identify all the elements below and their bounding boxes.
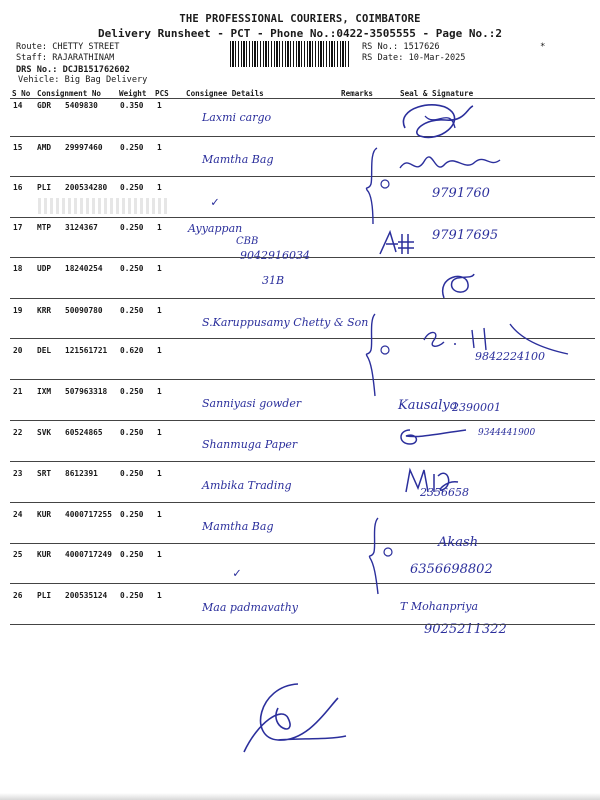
bottom-edge: [0, 793, 600, 800]
col-weight: Weight: [119, 89, 147, 98]
row-phone-handwriting: 6356698802: [410, 562, 493, 577]
row-prefix: UDP: [37, 264, 52, 273]
row-prefix: KUR: [37, 550, 52, 559]
row-consignee-handwriting: S.Karuppusamy Chetty & Son: [202, 316, 369, 329]
row-pcs: 1: [157, 306, 162, 315]
handwriting-mohanpriya-sign: T Mohanpriya: [400, 600, 479, 613]
row-consignee-handwriting: Ambika Trading: [202, 479, 292, 492]
row-phone-handwriting: 9842224100: [475, 350, 545, 363]
drs-number: DRS No.: DCJB151762602: [16, 65, 130, 75]
row-divider: [10, 217, 595, 218]
row-pcs: 1: [157, 550, 162, 559]
row-pcs: 1: [157, 101, 162, 110]
row-consignment-no: 8612391: [65, 469, 98, 478]
row-consignee-handwriting: Mamtha Bag: [202, 153, 274, 166]
row-consignee-handwriting: Laxmi cargo: [202, 111, 272, 124]
handwriting-kausalya-sign: Kausalya: [398, 398, 458, 413]
row-sno: 22: [13, 428, 23, 437]
corner-mark: *: [540, 42, 546, 52]
row-weight: 0.620: [120, 346, 144, 355]
row-consignment-no: 200535124: [65, 591, 108, 600]
handwriting-akash-sign: Akash: [438, 535, 479, 550]
row-weight: 0.250: [120, 183, 144, 192]
row-weight: 0.250: [120, 591, 144, 600]
row-pcs: 1: [157, 223, 162, 232]
row-weight: 0.250: [120, 143, 144, 152]
remarks-bracket-icon: [365, 312, 389, 398]
row-consignment-no: 507963318: [65, 387, 108, 396]
row-consignment-no: 4000717255: [65, 510, 112, 519]
header-rule: [10, 98, 595, 99]
row-consignee-handwriting: Sanniyasi gowder: [202, 397, 302, 410]
row-prefix: SRT: [37, 469, 52, 478]
barcode: [230, 41, 350, 67]
col-remarks: Remarks: [341, 89, 374, 98]
signature-scribble-icon: [238, 678, 348, 758]
row-pcs: 1: [157, 143, 162, 152]
row-consignee-handwriting: Mamtha Bag: [202, 520, 274, 533]
row-divider: [10, 543, 595, 544]
remarks-bracket-icon: [368, 516, 392, 596]
handwriting-ayyappan: Ayyappan: [188, 222, 243, 235]
row-sno: 17: [13, 223, 23, 232]
rs-number: RS No.: 1517626: [362, 42, 440, 52]
row-divider: [10, 176, 595, 177]
row-weight: 0.250: [120, 469, 144, 478]
row-sno: 24: [13, 510, 23, 519]
row-pcs: 1: [157, 346, 162, 355]
checkmark-icon: ✓: [211, 195, 219, 210]
signature-scribble-icon: [396, 424, 476, 450]
row-phone-handwriting: 2356658: [420, 486, 469, 499]
row-sno: 25: [13, 550, 23, 559]
header-title: THE PROFESSIONAL COURIERS, COIMBATORE: [179, 13, 421, 25]
vehicle-label: Vehicle: Big Bag Delivery: [18, 75, 148, 85]
row-phone-handwriting: 2390001: [452, 401, 501, 414]
col-consignment: Consignment No: [37, 89, 102, 98]
row-prefix: GDR: [37, 101, 52, 110]
row-divider: [10, 502, 595, 503]
row-consignment-no: 29997460: [65, 143, 103, 152]
col-consignee: Consignee Details: [186, 89, 264, 98]
row-divider: [10, 379, 595, 380]
signature-scribble-icon: [395, 148, 505, 182]
row-consignee-handwriting: Maa padmavathy: [202, 601, 298, 614]
row-pcs: 1: [157, 469, 162, 478]
row-prefix: DEL: [37, 346, 52, 355]
row-pcs: 1: [157, 510, 162, 519]
signature-scribble-icon: [436, 270, 476, 302]
row-weight: 0.350: [120, 101, 144, 110]
row-consignment-no: 50090780: [65, 306, 103, 315]
checkmark-icon: ✓: [233, 566, 241, 581]
row-divider: [10, 461, 595, 462]
signature-scribble-icon: [395, 98, 475, 148]
row-consignment-no: 5409830: [65, 101, 98, 110]
route-label: Route: CHETTY STREET: [16, 42, 120, 52]
signature-scribble-icon: [420, 318, 570, 358]
row-divider: [10, 624, 595, 625]
row-consignment-no: 18240254: [65, 264, 103, 273]
row-consignment-no: 121561721: [65, 346, 108, 355]
row-sno: 20: [13, 346, 23, 355]
row-prefix: SVK: [37, 428, 52, 437]
row-prefix: PLI: [37, 591, 52, 600]
row-sno: 19: [13, 306, 23, 315]
row-pcs: 1: [157, 387, 162, 396]
row-sno: 15: [13, 143, 23, 152]
row-divider: [10, 420, 595, 421]
col-pcs: PCS: [155, 89, 169, 98]
row-weight: 0.250: [120, 264, 144, 273]
row-consignment-no: 3124367: [65, 223, 98, 232]
row-prefix: AMD: [37, 143, 52, 152]
header-subtitle: Delivery Runsheet - PCT - Phone No.:0422-3505555 - Page No.:2: [98, 27, 502, 40]
row-phone-handwriting: 9025211322: [424, 622, 507, 637]
col-seal: Seal & Signature: [400, 89, 474, 98]
signature-scribble-icon: [378, 228, 428, 258]
row-weight: 0.250: [120, 550, 144, 559]
row-weight: 0.250: [120, 428, 144, 437]
row-divider: [10, 136, 595, 137]
row-prefix: KRR: [37, 306, 52, 315]
row-consignment-no: 4000717249: [65, 550, 112, 559]
remarks-bracket-icon: [365, 146, 389, 226]
row-sno: 21: [13, 387, 23, 396]
row-prefix: MTP: [37, 223, 52, 232]
row-prefix: KUR: [37, 510, 52, 519]
row-pcs: 1: [157, 183, 162, 192]
handwriting-ayyappan-phone: 9042916034: [240, 249, 310, 262]
row-divider: [10, 298, 595, 299]
row-sno: 16: [13, 183, 23, 192]
row-weight: 0.250: [120, 306, 144, 315]
staff-label: Staff: RAJARATHINAM: [16, 53, 115, 63]
row-divider: [10, 583, 595, 584]
row-consignment-no: 60524865: [65, 428, 103, 437]
row-pcs: 1: [157, 428, 162, 437]
row-phone-handwriting: 97917695: [432, 228, 499, 243]
row-sno: 14: [13, 101, 23, 110]
col-sno: S No: [12, 89, 31, 98]
row-prefix: PLI: [37, 183, 52, 192]
row-pcs: 1: [157, 591, 162, 600]
row-pcs: 1: [157, 264, 162, 273]
row-consignee-handwriting: Shanmuga Paper: [202, 438, 298, 451]
signature-scribble-icon: [402, 466, 462, 496]
handwriting-cbb: CBB: [236, 236, 259, 247]
row-consignment-no: 200534280: [65, 183, 108, 192]
row-sno: 26: [13, 591, 23, 600]
row-weight: 0.250: [120, 387, 144, 396]
row-sno: 18: [13, 264, 23, 273]
row-weight: 0.250: [120, 223, 144, 232]
row-phone-handwriting: 9791760: [432, 186, 490, 201]
row-consignee-handwriting: 31B: [262, 274, 285, 287]
rs-date: RS Date: 10-Mar-2025: [362, 53, 466, 63]
row-phone-handwriting: 9344441900: [478, 428, 536, 438]
row-prefix: IXM: [37, 387, 52, 396]
row-weight: 0.250: [120, 510, 144, 519]
faint-print: [38, 198, 168, 214]
row-sno: 23: [13, 469, 23, 478]
